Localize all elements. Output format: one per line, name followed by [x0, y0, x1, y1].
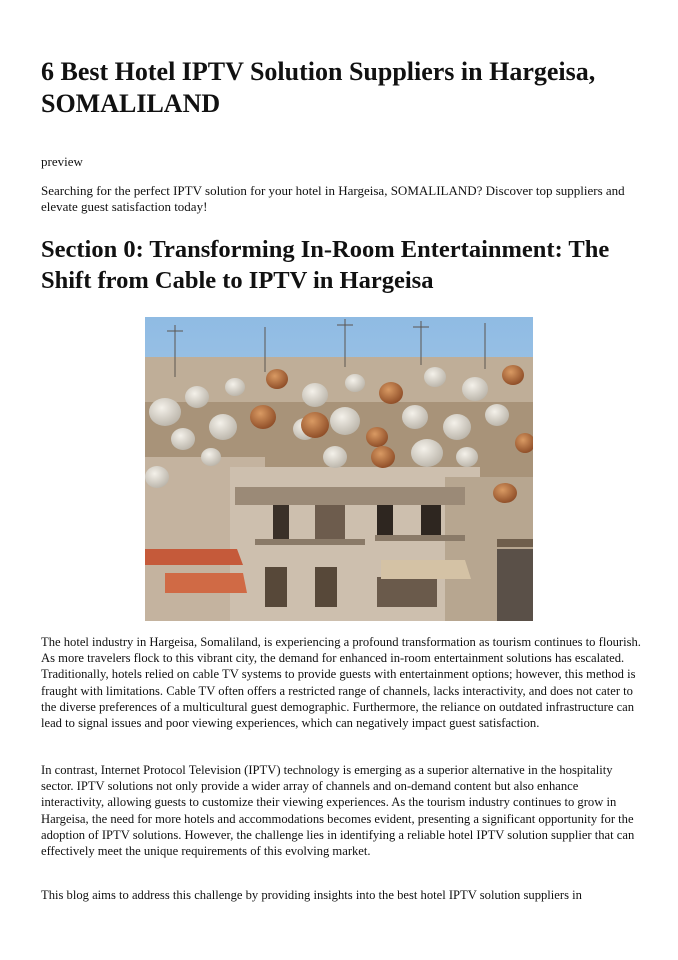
body-paragraph-3: This blog aims to address this challenge by providing insights into the best hotel IPTV solution suppliers in: [41, 888, 582, 902]
body-paragraph-2: In contrast, Internet Protocol Television (IPTV) technology is emerging as a superior alternative in the hospitality sector. IPTV solutions not only provide a wider array of channels and on-demand content but also enhance interactivity, allowing guests to customize their viewing experiences. As the tourism industry continues to grow in Hargeisa, the need for more hotels and accommodations becomes evident, presenting a significant opportunity for the adoption of IPTV solutions. However, the challenge lies in identifying a reliable hotel IPTV solution supplier that can effectively meet the unique requirements of this evolving market.: [41, 763, 635, 859]
preview-label: preview: [41, 154, 83, 169]
section-heading: Section 0: Transforming In-Room Entertainment: The Shift from Cable to IPTV in Hargeisa: [41, 236, 610, 294]
page-title: 6 Best Hotel IPTV Solution Suppliers in Hargeisa, SOMALILAND: [41, 57, 596, 118]
rooftops-satellite-dishes-photo: [145, 317, 533, 621]
body-paragraph-1: The hotel industry in Hargeisa, Somaliland, is experiencing a profound transformation as tourism continues to flourish. As more travelers flock to this vibrant city, the demand for enhanced in-room entertainment solutions has escalated. Traditionally, hotels relied on cable TV systems to provide guests with entertainment options; however, this method is fraught with limitations. Cable TV often offers a restricted range of channels, lacks interactivity, and does not cater to the diverse preferences of a multicultural guest demographic. Furthermore, the reliance on outdated infrastructure can lead to signal issues and poor viewing experiences, which can negatively impact guest satisfaction.: [41, 635, 641, 731]
intro-paragraph: Searching for the perfect IPTV solution for your hotel in Hargeisa, SOMALILAND? Discover top suppliers and elevate guest satisfaction today!: [41, 183, 625, 214]
